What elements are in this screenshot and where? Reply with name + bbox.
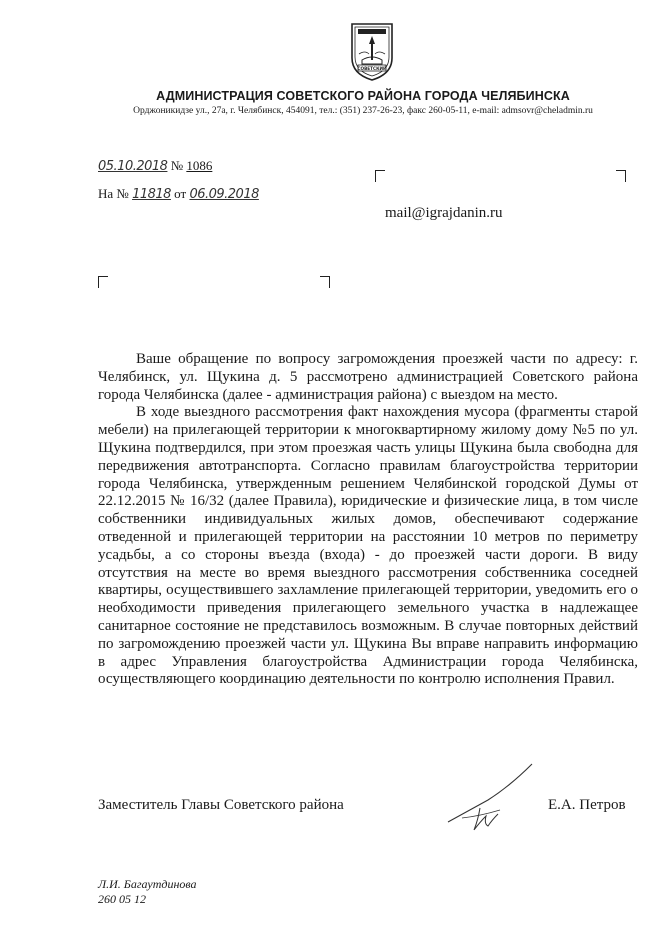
number-label: № (170, 158, 184, 173)
crest-caption: СОВЕТСКИЙ (357, 66, 387, 71)
body-paragraph: В ходе выездного рассмотрения факт нахождения мусора (фрагменты старой мебели) на прилегающей территории к многоквартирному жилому дому №5 по ул. Щукина подтвердился, при этом проезжая часть улицы Щукина была свободна для передвижения автотранспорта. Согласно правилам благоустройства территории города Челябинска, утвержденным решением Челябинской городской Думы от 22.12.2015 № 16/32 (далее Правила), юридические и физические лица, в том числе собственники индивидуальных жилых домов, обеспечивают содержание отведенной и прилегающей территории на расстоянии 10 метров по периметру усадьбы, а со стороны въезда (входа) - до проезжей части дороги. В виду отсутствия на месте во время выездного рассмотрения собственника соседней квартиры, осуществившего захламление прилегающей территории, уведомить его о необходимости приведения прилегающего земельного участка в надлежащее санитарное состояние не представилось возможным. В случае повторных действий по загромождению проезжей части ул. Щукина Вы вправе направить информацию в адрес Управления благоустройства Администрации города Челябинска, осуществляющего координацию деятельности по контролю исполнения Правил. (98, 404, 638, 688)
subject-corner-mark (98, 276, 108, 288)
signatory-name: Е.А. Петров (548, 797, 626, 813)
ref-from-label: от (174, 186, 187, 201)
organization-address: Орджоникидзе ул., 27а, г. Челябинск, 454091, тел.: (351) 237-26-23, факс 260-05-11, e-mail: admsovr@cheladmin.ru (133, 106, 593, 116)
outgoing-registration (98, 158, 212, 174)
organization-title: АДМИНИСТРАЦИЯ СОВЕТСКОГО РАЙОНА ГОРОДА ЧЕЛЯБИНСКА (156, 89, 570, 103)
address-corner-mark (616, 170, 626, 182)
signatory-position: Заместитель Главы Советского района (98, 797, 344, 813)
handwritten-signature (440, 760, 540, 835)
address-corner-mark (375, 170, 385, 182)
body-paragraph: Ваше обращение по вопросу загромождения проезжей части по адресу: г. Челябинск, ул. Щукина д. 5 рассмотрено администрацией Советского района города Челябинска (далее - администрация района) с выездом на место. (98, 351, 638, 403)
executor-phone: 260 05 12 (98, 892, 146, 906)
ref-date: 06.09.2018 (189, 187, 259, 202)
executor-info (98, 877, 197, 907)
coat-of-arms-emblem (349, 20, 395, 82)
letter-body (98, 351, 638, 689)
executor-name: Л.И. Багаутдинова (98, 877, 197, 891)
ref-number: 11818 (132, 187, 171, 202)
addressee-email: mail@igrajdanin.ru (385, 205, 503, 221)
outgoing-date: 05.10.2018 (98, 159, 168, 174)
outgoing-number: 1086 (186, 158, 213, 173)
incoming-reference (98, 186, 259, 202)
ref-label: На № (98, 186, 129, 201)
subject-corner-mark (320, 276, 330, 288)
